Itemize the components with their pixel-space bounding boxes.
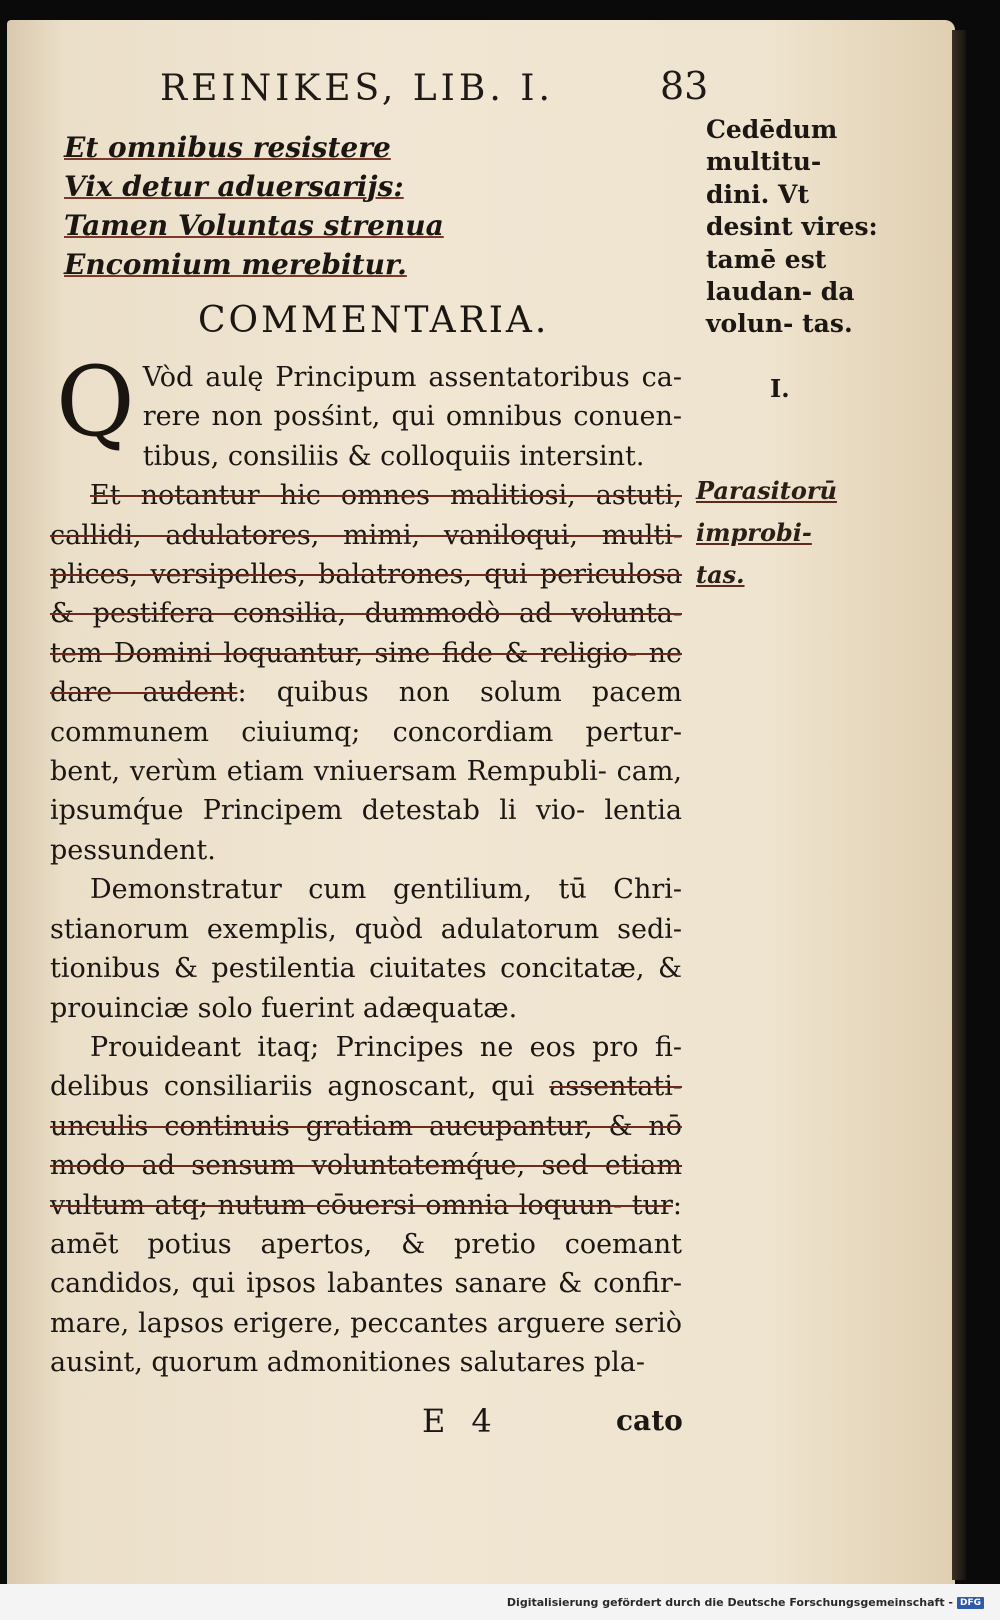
commentary-title: COMMENTARIA. [198,300,550,341]
dfg-logo: DFG [957,1597,984,1609]
verse-line: Vix detur aduersarijs: [64,170,404,203]
signature-number: 4 [471,1402,492,1440]
running-title: REINIKES, LIB. I. [160,68,554,109]
page-number: 83 [660,64,709,108]
paragraph-2 [50,476,682,870]
verse-line: Et omnibus resistere [64,131,391,164]
paragraph-text: : amēt potius apertos, & pretio coemant candidos, qui ipsos labantes sanare & confir- mare, lapsos erigere, peccantes arguere seriò ausint, quorum admonitiones salutares pla- [50,1189,682,1379]
commentary-body [50,346,682,1383]
catchword: cato [616,1404,683,1437]
signature-mark [422,1402,518,1440]
running-header [160,64,709,109]
margin-note-handwritten: Parasitorū improbi- tas. [696,476,837,589]
paragraph-text: Vòd aulę Principum assentatoribus ca- rere non posśint, qui omnibus conuen- tibus, consiliis & colloquiis intersint. [142,362,682,472]
paragraph-text: Prouideant itaq; Principes ne eos pro fi- delibus consiliariis agnoscant, qui [50,1031,682,1103]
paragraph-4 [50,1028,682,1383]
digitization-credit [507,1596,984,1609]
drop-cap: Q [56,346,135,458]
struck-text: assentati- unculis continuis gratiam aucupantur, & nō modo ad sensum voluntatemq́ue, sed etiam vultum atq; nutum cōuersi omnia loquun- tur [50,1071,682,1221]
paragraph-text: Demonstratur cum gentilium, tū Chri- stianorum exemplis, quòd adulatorum sedi- tionibus & pestilentia ciuitates concitatæ, & prouinciæ solo fuerint adæquatæ. [50,874,682,1024]
verse-line: Encomium merebitur. [64,248,407,281]
signature-letter: E [422,1402,446,1440]
struck-text: Et notantur hic omnes malitiosi, astuti, callidi, adulatores, mimi, vaniloqui, multi- plices, versipelles, balatrones, qui periculosa & pestifera consilia, dummodò ad volunta- tem Domini loquantur, sine fide & religio- ne dare audent [50,480,682,709]
paragraph-1 [50,346,682,476]
page-edge [952,30,966,1580]
verse-block [64,128,444,284]
credit-text: Digitalisierung gefördert durch die Deutsche Forschungsgemeinschaft - [506,1596,953,1609]
paragraph-text: : quibus non solum pacem communem ciuiumq; concordiam pertur- bent, verùm etiam vniuersam Rempubli- cam, ipsumq́ue Principem detestab li vio- lentia pessundent. [50,677,682,866]
margin-note-printed: Cedēdum multitu- dini. Vt desint vires: tamē est laudan- da volun- tas. [706,115,878,339]
verse-line: Tamen Voluntas strenua [64,209,444,242]
margin-numeral: I. [770,374,790,403]
paragraph-3 [50,870,682,1028]
